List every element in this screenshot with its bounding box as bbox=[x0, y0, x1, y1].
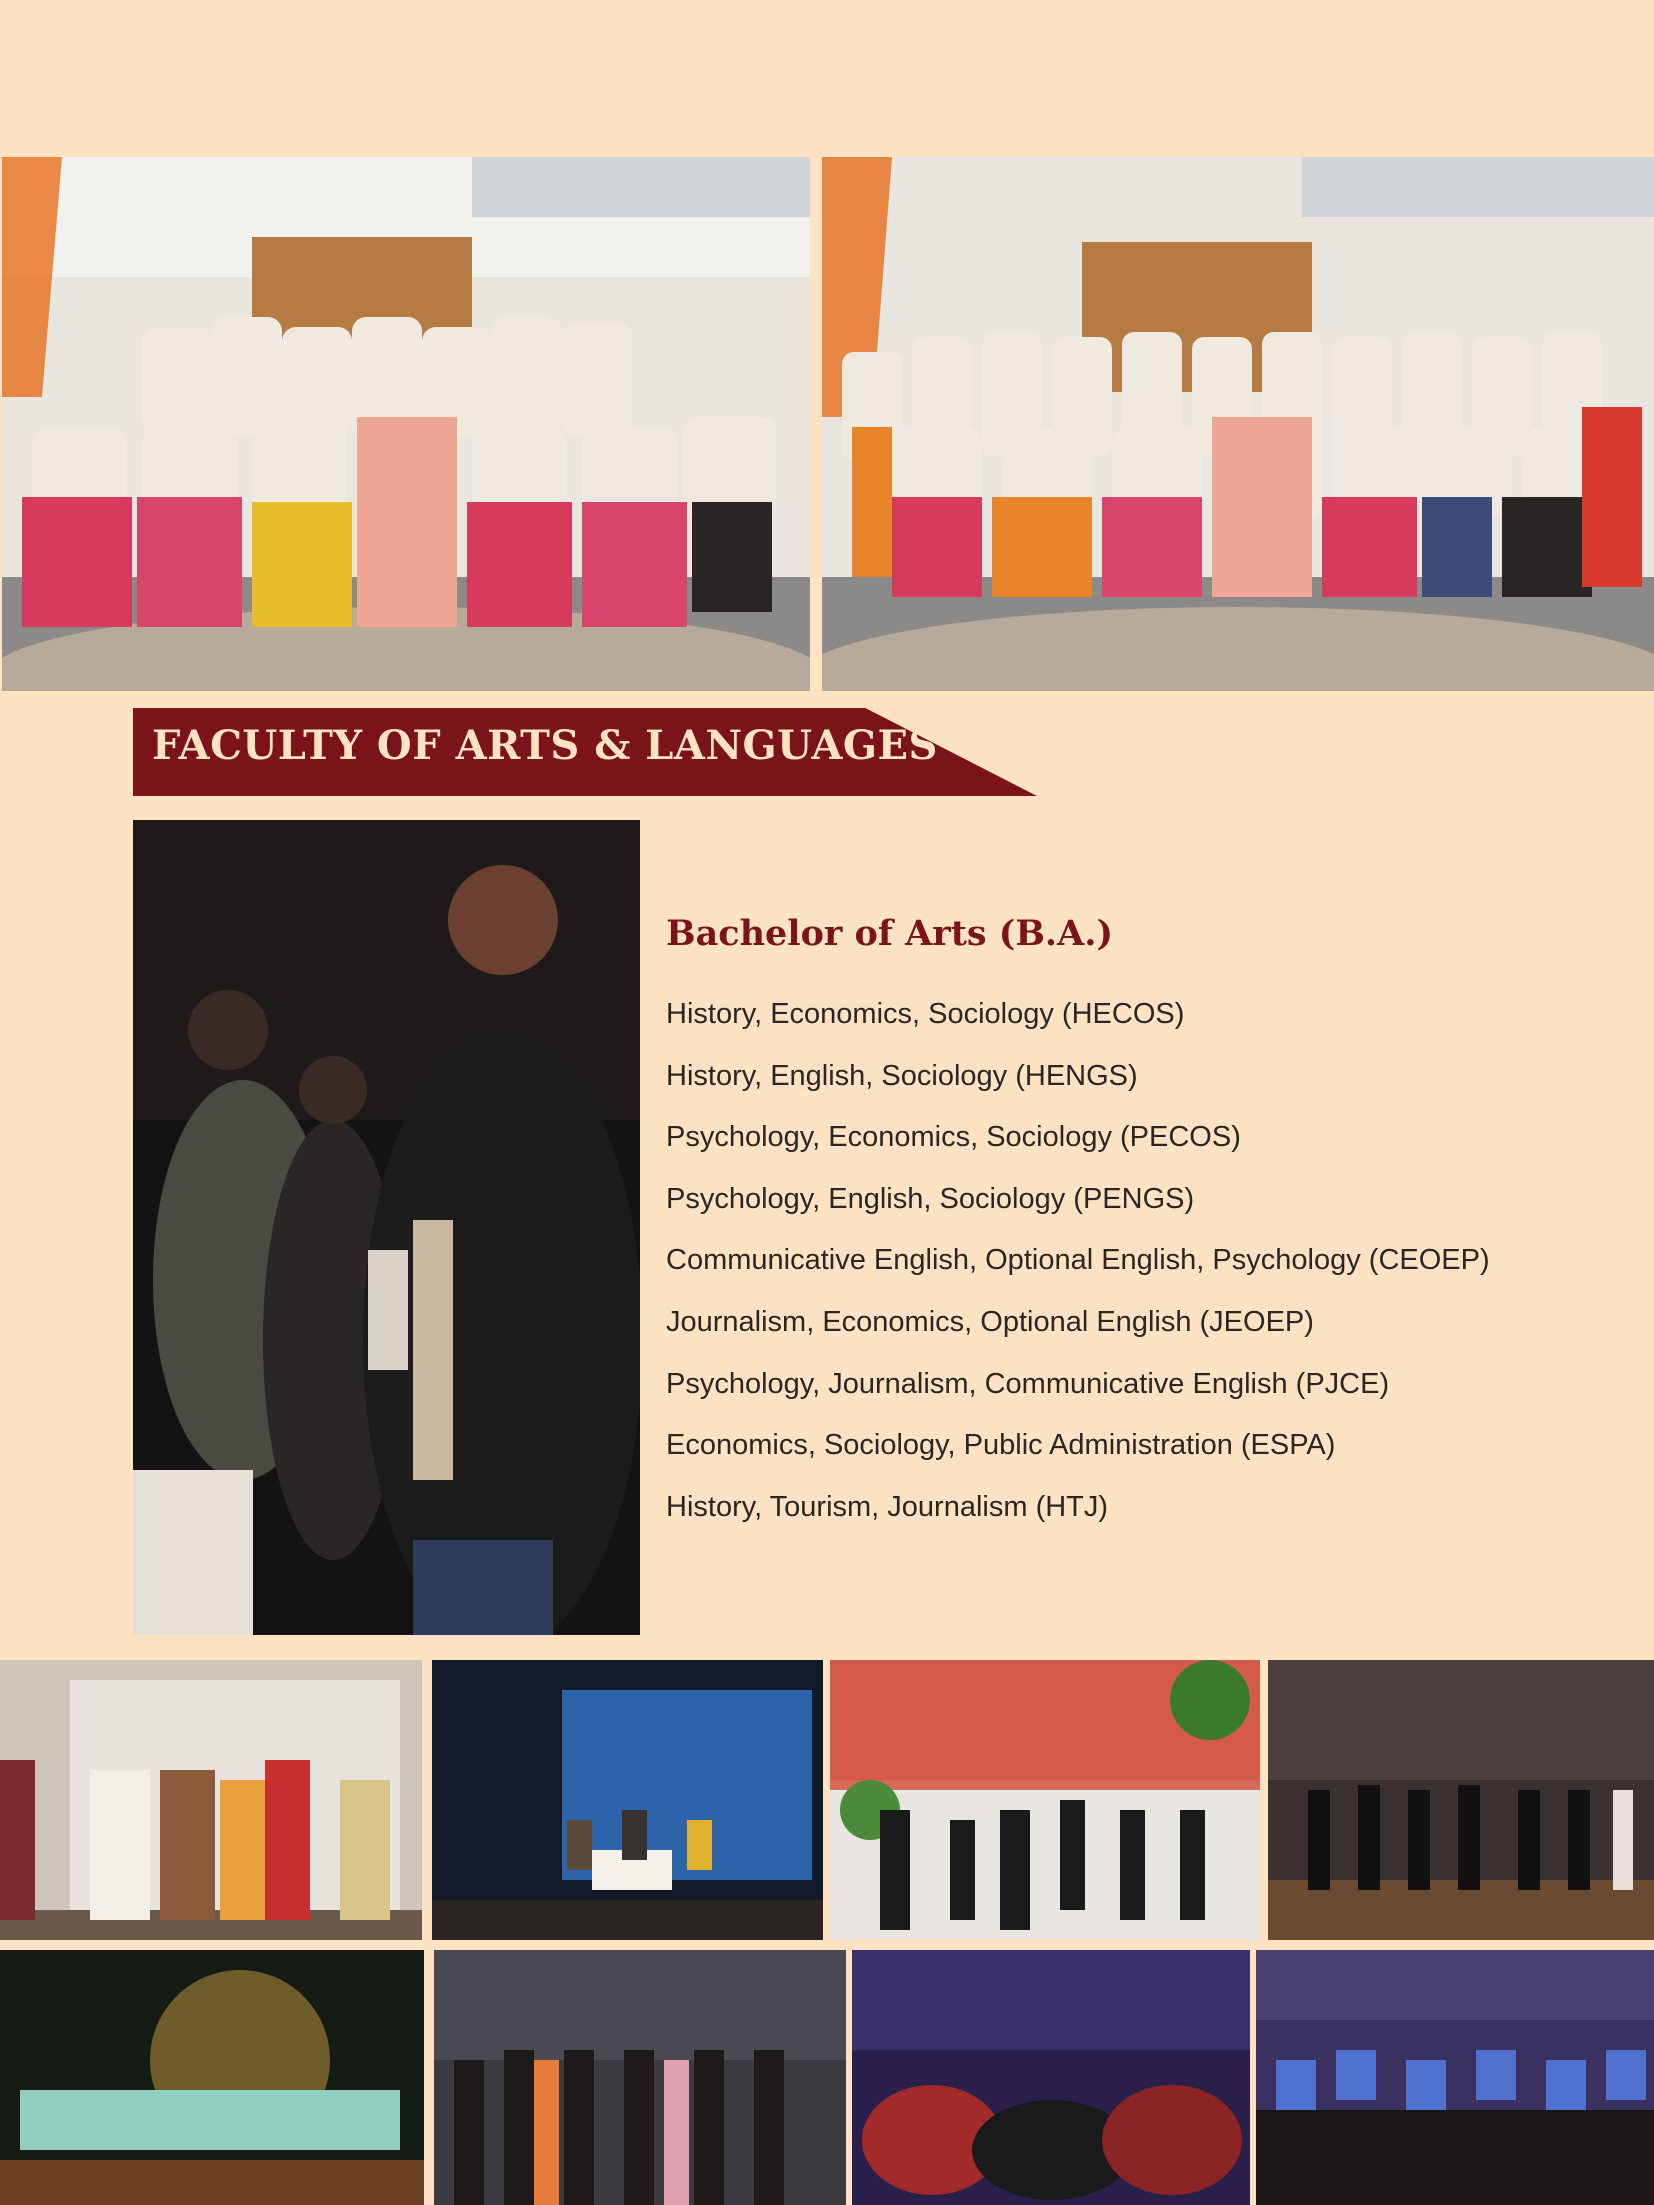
list-item: History, English, Sociology (HENGS) bbox=[666, 1059, 1138, 1092]
gallery-photo-book-launch bbox=[0, 1660, 422, 1940]
course-list bbox=[666, 990, 1490, 1544]
gallery-photo-group-on-stage bbox=[434, 1950, 846, 2205]
gallery-photo-group-dance bbox=[1256, 1950, 1654, 2205]
feature-photo-students-on-stage bbox=[133, 820, 640, 1635]
gallery-photo-panel-discussion bbox=[432, 1660, 823, 1940]
list-item: Journalism, Economics, Optional English (JEOEP) bbox=[666, 1305, 1314, 1338]
list-item: Communicative English, Optional English, Psychology (CEOEP) bbox=[666, 1244, 1490, 1277]
list-item: Psychology, Economics, Sociology (PECOS) bbox=[666, 1121, 1241, 1154]
gallery-photo-traditional-dance bbox=[852, 1950, 1250, 2205]
section-title: FACULTY OF ARTS & LANGUAGES bbox=[152, 722, 938, 769]
faculty-group-photo-2 bbox=[822, 157, 1654, 691]
gallery-photo-flash-mob bbox=[830, 1660, 1260, 1940]
list-item: History, Tourism, Journalism (HTJ) bbox=[666, 1490, 1109, 1523]
list-item: History, Economics, Sociology (HECOS) bbox=[666, 998, 1185, 1030]
list-item: Economics, Sociology, Public Administration (ESPA) bbox=[666, 1429, 1336, 1462]
gallery-photo-dance-performance bbox=[0, 1950, 424, 2205]
gallery-photo-music-performance bbox=[1268, 1660, 1654, 1940]
list-item: Psychology, English, Sociology (PENGS) bbox=[666, 1182, 1195, 1215]
program-title: Bachelor of Arts (B.A.) bbox=[666, 913, 1114, 954]
faculty-group-photo-1 bbox=[2, 157, 810, 691]
list-item: Psychology, Journalism, Communicative English (PJCE) bbox=[666, 1367, 1390, 1400]
